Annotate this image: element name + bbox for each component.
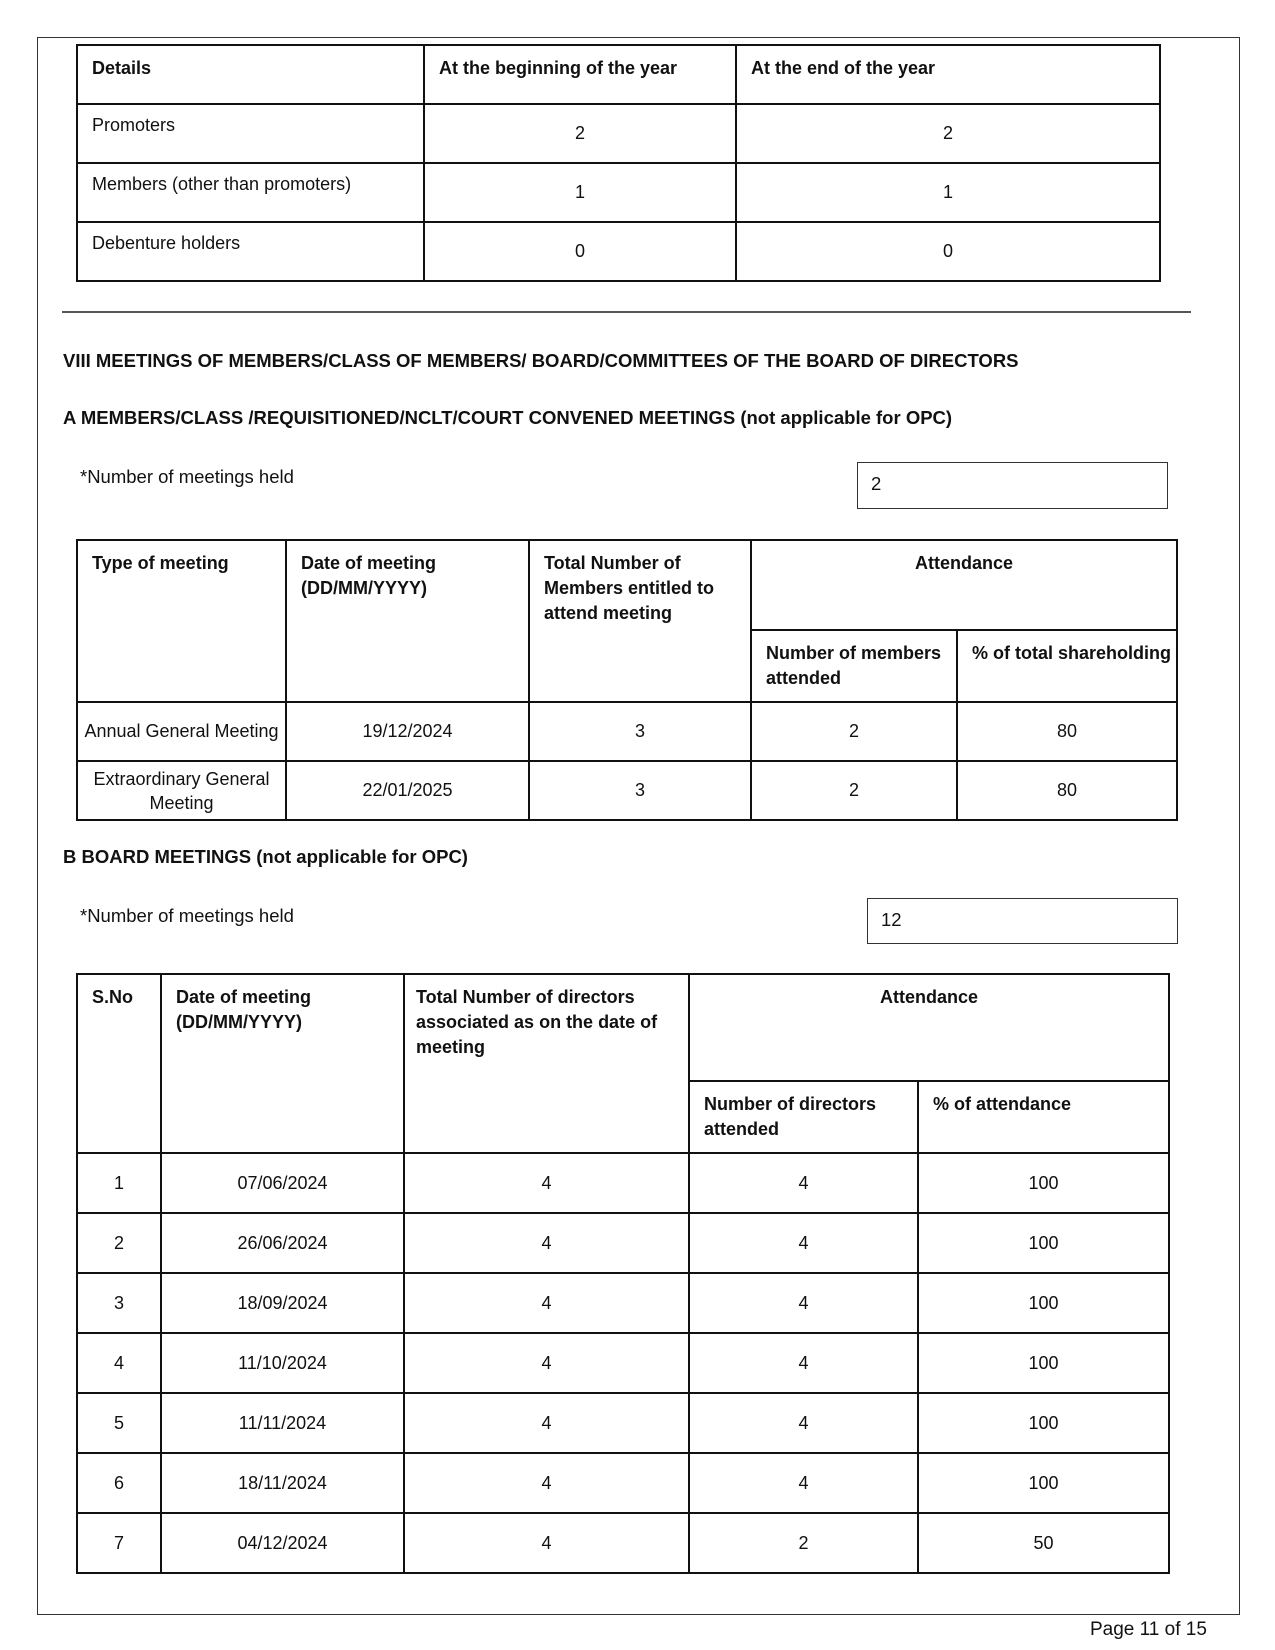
directors-attended: 4	[689, 1333, 918, 1393]
meeting-date: 07/06/2024	[161, 1153, 404, 1213]
header-sno: S.No	[77, 974, 161, 1153]
percent-attendance: 100	[918, 1153, 1169, 1213]
directors-associated: 4	[404, 1333, 689, 1393]
serial-number: 1	[77, 1153, 161, 1213]
meeting-date: 19/12/2024	[286, 702, 529, 761]
board-meetings-table	[76, 973, 1170, 1574]
table-row	[77, 222, 1160, 281]
section-viii-heading: VIII MEETINGS OF MEMBERS/CLASS OF MEMBERS/ BOARD/COMMITTEES OF THE BOARD OF DIRECTORS	[63, 350, 1019, 371]
meeting-date: 18/09/2024	[161, 1273, 404, 1333]
members-meetings-table	[76, 539, 1178, 821]
table-row	[77, 1213, 1169, 1273]
shareholders-table	[76, 44, 1161, 282]
serial-number: 3	[77, 1273, 161, 1333]
table-row	[77, 1333, 1169, 1393]
header-members-attended: Number of members attended	[751, 630, 957, 702]
directors-attended: 4	[689, 1273, 918, 1333]
header-percent-attendance: % of attendance	[918, 1081, 1169, 1153]
section-a-heading: A MEMBERS/CLASS /REQUISITIONED/NCLT/COURT CONVENED MEETINGS (not applicable for OPC)	[63, 407, 953, 428]
table-row	[77, 163, 1160, 222]
header-directors-attended: Number of directors attended	[689, 1081, 918, 1153]
directors-associated: 4	[404, 1513, 689, 1573]
meeting-type: Annual General Meeting	[77, 702, 286, 761]
percent-attendance: 100	[918, 1213, 1169, 1273]
header-type: Type of meeting	[77, 540, 286, 702]
table-row	[77, 104, 1160, 163]
serial-number: 4	[77, 1333, 161, 1393]
members-attended: 2	[751, 761, 957, 820]
row-label: Debenture holders	[77, 222, 424, 281]
header-attendance: Attendance	[751, 540, 1177, 630]
begin-value: 0	[424, 222, 736, 281]
directors-associated: 4	[404, 1453, 689, 1513]
meeting-date: 26/06/2024	[161, 1213, 404, 1273]
section-b-heading: B BOARD MEETINGS (not applicable for OPC)	[63, 846, 468, 867]
table-row	[77, 761, 1177, 820]
end-value: 1	[736, 163, 1160, 222]
begin-value: 1	[424, 163, 736, 222]
end-value: 0	[736, 222, 1160, 281]
meeting-date: 18/11/2024	[161, 1453, 404, 1513]
header-details: Details	[77, 45, 424, 104]
meeting-date: 11/11/2024	[161, 1393, 404, 1453]
serial-number: 5	[77, 1393, 161, 1453]
section-divider	[62, 311, 1191, 313]
table-row	[77, 1393, 1169, 1453]
directors-associated: 4	[404, 1393, 689, 1453]
meeting-date: 04/12/2024	[161, 1513, 404, 1573]
serial-number: 2	[77, 1213, 161, 1273]
percent-attendance: 100	[918, 1453, 1169, 1513]
table-row	[77, 1273, 1169, 1333]
directors-attended: 4	[689, 1153, 918, 1213]
row-label: Members (other than promoters)	[77, 163, 424, 222]
header-end: At the end of the year	[736, 45, 1160, 104]
header-date: Date of meeting (DD/MM/YYYY)	[161, 974, 404, 1153]
members-attended: 2	[751, 702, 957, 761]
table-row	[77, 702, 1177, 761]
directors-attended: 4	[689, 1393, 918, 1453]
meeting-type: Extraordinary General Meeting	[77, 761, 286, 820]
header-total-members: Total Number of Members entitled to attend meeting	[529, 540, 751, 702]
members-entitled: 3	[529, 761, 751, 820]
meeting-date: 11/10/2024	[161, 1333, 404, 1393]
serial-number: 7	[77, 1513, 161, 1573]
directors-associated: 4	[404, 1153, 689, 1213]
percent-attendance: 100	[918, 1393, 1169, 1453]
percent-shareholding: 80	[957, 761, 1177, 820]
board-meetings-label: *Number of meetings held	[80, 905, 294, 926]
directors-attended: 4	[689, 1453, 918, 1513]
end-value: 2	[736, 104, 1160, 163]
members-meetings-label: *Number of meetings held	[80, 466, 294, 487]
percent-attendance: 50	[918, 1513, 1169, 1573]
header-date: Date of meeting (DD/MM/YYYY)	[286, 540, 529, 702]
header-beginning: At the beginning of the year	[424, 45, 736, 104]
percent-attendance: 100	[918, 1333, 1169, 1393]
header-total-directors: Total Number of directors associated as on the date of meeting	[404, 974, 689, 1153]
serial-number: 6	[77, 1453, 161, 1513]
directors-associated: 4	[404, 1273, 689, 1333]
meeting-date: 22/01/2025	[286, 761, 529, 820]
directors-associated: 4	[404, 1213, 689, 1273]
table-row	[77, 1153, 1169, 1213]
percent-attendance: 100	[918, 1273, 1169, 1333]
members-entitled: 3	[529, 702, 751, 761]
table-row	[77, 1453, 1169, 1513]
table-row	[77, 1513, 1169, 1573]
directors-attended: 2	[689, 1513, 918, 1573]
header-attendance: Attendance	[689, 974, 1169, 1081]
header-percent-shareholding: % of total shareholding	[957, 630, 1177, 702]
directors-attended: 4	[689, 1213, 918, 1273]
board-meetings-count-field[interactable]: 12	[867, 898, 1178, 944]
begin-value: 2	[424, 104, 736, 163]
page-number: Page 11 of 15	[1090, 1619, 1207, 1640]
members-meetings-count-field[interactable]: 2	[857, 462, 1168, 509]
percent-shareholding: 80	[957, 702, 1177, 761]
row-label: Promoters	[77, 104, 424, 163]
